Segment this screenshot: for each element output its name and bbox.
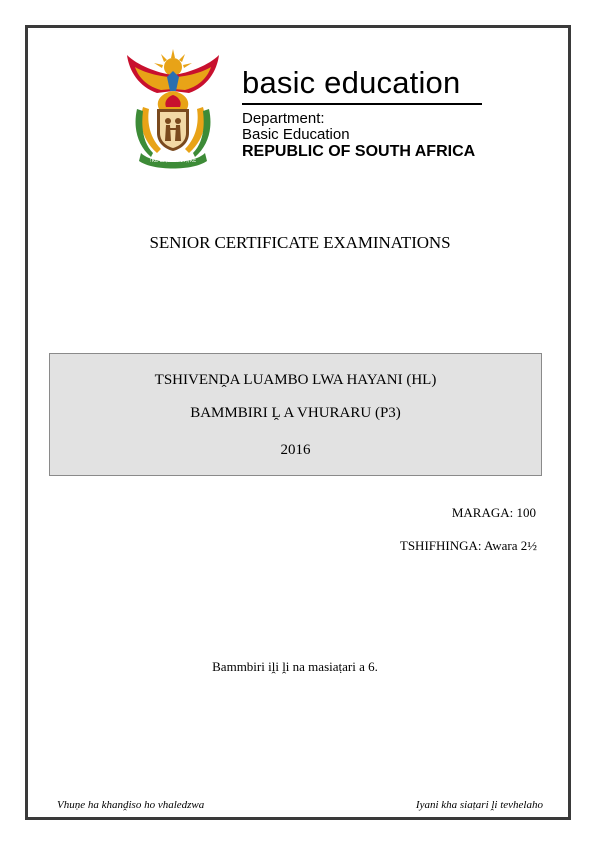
time-label: TSHIFHINGA: Awara 2½ <box>399 538 537 553</box>
paper-title: BAMMBIRI Ḽ A VHURARU (P3) <box>190 405 401 421</box>
coat-of-arms-icon <box>123 47 223 169</box>
country-name: REPUBLIC OF SOUTH AFRICA <box>242 143 476 160</box>
brand-divider <box>242 103 482 105</box>
page-count-note: Bammbiri iḽi ḽi na masiaṭari a 6. <box>212 659 378 674</box>
footer-continue: Iyani kha siaṭari ḽi tevhelaho <box>415 799 543 811</box>
subject-title: TSHIVENḒA LUAMBO LWA HAYANI (HL) <box>154 372 437 388</box>
title-box <box>49 353 542 476</box>
department-name: Basic Education <box>242 126 350 143</box>
marks-label: MARAGA: 100 <box>451 505 536 520</box>
exam-year: 2016 <box>280 442 311 458</box>
brand-block <box>242 66 482 161</box>
exam-heading: SENIOR CERTIFICATE EXAMINATIONS <box>149 233 451 252</box>
brand-title: basic education <box>242 65 461 100</box>
department-label: Department: <box>242 110 325 127</box>
footer-copyright: Vhuṇe ha khanḓiso ho vhaledzwa <box>57 799 205 811</box>
logo-motto: !KE E: /XARRA //KE <box>149 158 197 164</box>
